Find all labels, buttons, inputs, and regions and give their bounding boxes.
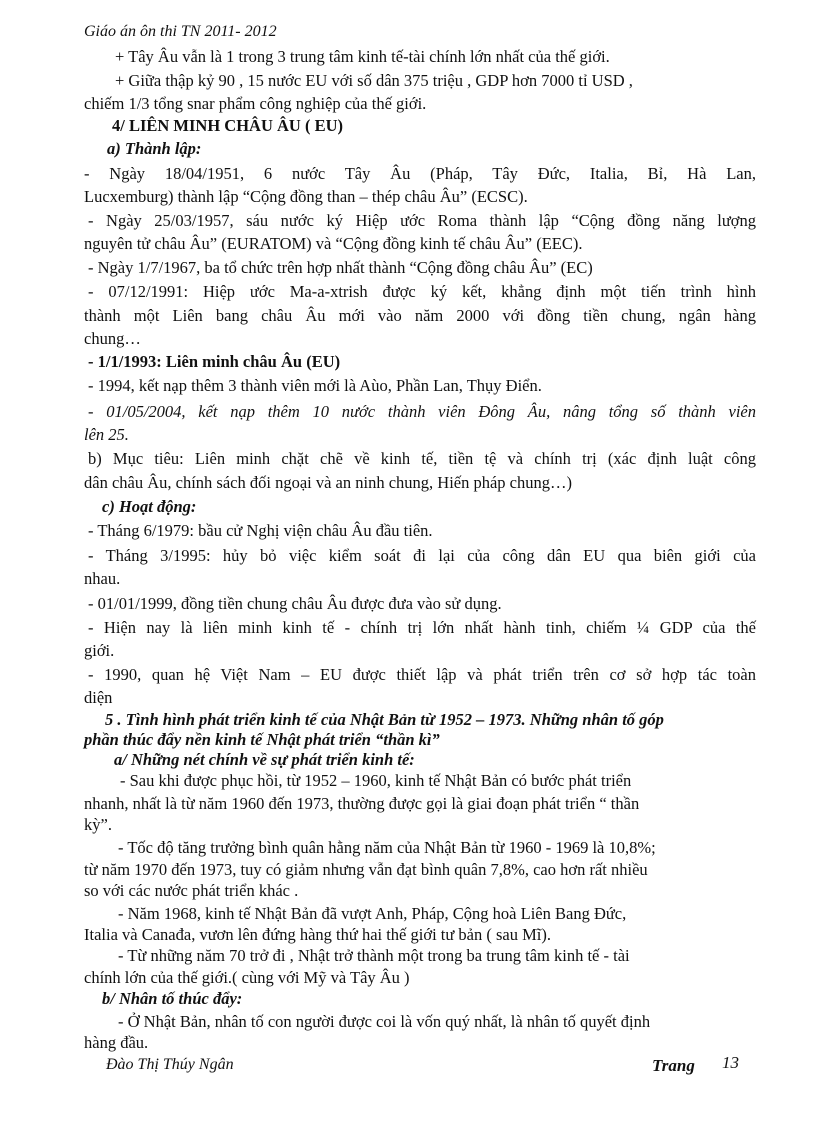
subsection-heading: b/ Nhân tố thúc đẩy: [102,989,243,1008]
text-line: hàng đầu. [84,1033,149,1052]
text-line: giới. [84,641,115,660]
footer-page-number: 13 [722,1053,739,1072]
text-line: - Ở Nhật Bản, nhân tố con người được coi là vốn quý nhất, là nhân tố quyết định [118,1012,651,1031]
text-line: chính lớn của thế giới.( cùng với Mỹ và Tây Âu ) [84,968,410,987]
text-line: so với các nước phát triển khác . [84,881,299,900]
text-line: Lucxemburg) thành lập “Cộng đồng than – thép châu Âu” (ECSC). [84,187,528,206]
page-header: Giáo án ôn thi TN 2011- 2012 [84,23,277,40]
subsection-heading: c) Hoạt động: [102,497,197,516]
text-line: - Ngày 18/04/1951, 6 nước Tây Âu (Pháp, Tây Đức, Italia, Bỉ, Hà Lan, [84,164,756,183]
text-line: - 07/12/1991: Hiệp ước Ma-a-xtrish được ký kết, khẳng định một tiến trình hình [88,282,756,301]
text-line: nhau. [84,569,121,588]
text-line: nhanh, nhất là từ năm 1960 đến 1973, thường được gọi là giai đoạn phát triển “ thần [84,794,640,813]
text-line: - Từ những năm 70 trở đi , Nhật trở thành một trong ba trung tâm kinh tế - tài [118,946,630,965]
text-line: b) Mục tiêu: Liên minh chặt chẽ về kinh tế, tiền tệ và chính trị (xác định luật công [88,449,756,468]
text-line: - Sau khi được phục hồi, từ 1952 – 1960, kinh tế Nhật Bản có bước phát triển [120,771,632,790]
text-line: - Ngày 25/03/1957, sáu nước ký Hiệp ước Roma thành lập “Cộng đồng năng lượng [88,211,756,230]
text-line: chiếm 1/3 tổng snar phẩm công nghiệp của thế giới. [84,94,427,113]
text-line: lên 25. [84,425,129,444]
subsection-heading: a) Thành lập: [107,139,202,158]
text-line: - Năm 1968, kinh tế Nhật Bản đã vượt Anh, Pháp, Cộng hoà Liên Bang Đức, [118,904,627,923]
footer-page-label: Trang [652,1056,695,1075]
text-line: chung… [84,329,141,348]
text-line: - Ngày 1/7/1967, ba tổ chức trên hợp nhất thành “Cộng đồng châu Âu” (EC) [88,258,593,277]
section-heading: 4/ LIÊN MINH CHÂU ÂU ( EU) [112,116,343,135]
text-line: dân châu Âu, chính sách đối ngoại và an ninh chung, Hiến pháp chung…) [84,473,572,492]
text-line: - 01/01/1999, đồng tiền chung châu Âu được đưa vào sử dụng. [88,594,502,613]
text-line: - 1990, quan hệ Việt Nam – EU được thiết lập và phát triển trên cơ sở hợp tác toàn [88,665,756,684]
section-heading: phần thúc đẩy nền kinh tế Nhật phát triển “thần kì” [84,730,440,749]
text-line: thành một Liên bang châu Âu mới vào năm 2000 với đồng tiền chung, ngân hàng [84,306,756,325]
subsection-heading: a/ Những nét chính về sự phát triển kinh tế: [114,750,415,769]
section-heading: 5 . Tình hình phát triển kinh tế của Nhật Bản từ 1952 – 1973. Những nhân tố góp [105,710,664,729]
text-line: - Hiện nay là liên minh kinh tế - chính trị lớn nhất hành tinh, chiếm ¼ GDP của thế [88,618,756,637]
text-line: - 01/05/2004, kết nạp thêm 10 nước thành viên Đông Âu, nâng tổng số thành viên [88,402,756,421]
text-line: nguyên tử châu Âu” (EURATOM) và “Cộng đồng kinh tế châu Âu” (EEC). [84,234,583,253]
text-line: từ năm 1970 đến 1973, tuy có giảm nhưng vẫn đạt bình quân 7,8%, cao hơn rất nhiều [84,860,648,879]
text-line: - 1994, kết nạp thêm 3 thành viên mới là Aùo, Phần Lan, Thụy Điển. [88,376,542,395]
text-line: - Tháng 6/1979: bầu cử Nghị viện châu Âu đầu tiên. [88,521,433,540]
text-line: + Giữa thập kỷ 90 , 15 nước EU với số dân 375 triệu , GDP hơn 7000 tỉ USD , [115,71,633,90]
footer-author: Đào Thị Thúy Ngân [106,1056,234,1073]
text-line: - Tháng 3/1995: hủy bỏ việc kiểm soát đi lại của công dân EU qua biên giới của [88,546,756,565]
text-line: Italia và Canađa, vươn lên đứng hàng thứ hai thế giới tư bản ( sau Mĩ). [84,925,551,944]
text-line: - 1/1/1993: Liên minh châu Âu (EU) [88,352,341,371]
text-line: - Tốc độ tăng trưởng bình quân hằng năm của Nhật Bản từ 1960 - 1969 là 10,8%; [118,838,656,857]
text-line: diện [84,688,113,707]
text-line: kỳ”. [84,815,112,834]
text-line: + Tây Âu vẫn là 1 trong 3 trung tâm kinh tế-tài chính lớn nhất của thế giới. [115,47,610,66]
